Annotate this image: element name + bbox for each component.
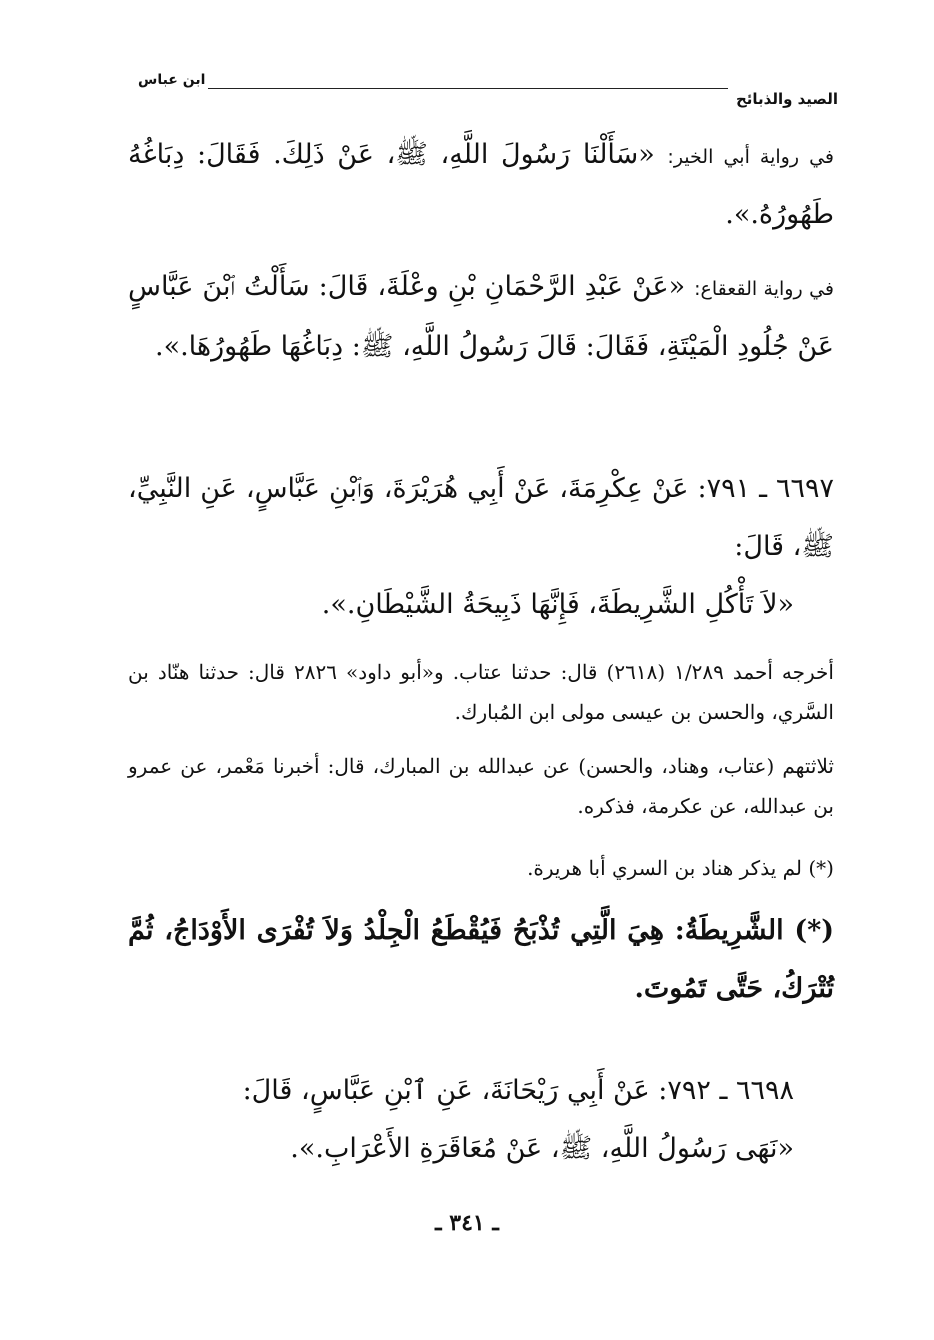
hadith-isnad: ٦٦٩٨ ـ ٧٩٢: عَنْ أَبِي رَيْحَانَةَ، عَنِ ٱبْنِ عَبَّاسٍ، قَالَ: bbox=[242, 1075, 794, 1106]
running-header bbox=[128, 72, 838, 112]
hadith-isnad: ٦٦٩٧ ـ ٧٩١: عَنْ عِكْرِمَةَ، عَنْ أَبِي هُرَيْرَةَ، وَٱبْنِ عَبَّاسٍ، عَنِ النَّبِيِّ، ﷺ، قَالَ: bbox=[128, 473, 834, 562]
riwaya-label: في رواية أبي الخير: bbox=[667, 146, 835, 168]
note-text: (*) الشَّرِيطَةُ: هِيَ الَّتِي تُذْبَحُ فَيُقْطَعُ الْجِلْدُ وَلاَ تُفْرَى الأَوْدَاجُ، ثُمَّ تُتْرَكُ، حَتَّى تَمُوتَ. bbox=[128, 915, 834, 1004]
riwaya-abi-al-khayr bbox=[128, 126, 834, 244]
hadith-6698 bbox=[128, 1062, 834, 1178]
hadith-matn: «لاَ تَأْكُلِ الشَّرِيطَةَ، فَإِنَّهَا ذَبِيحَةُ الشَّيْطَانِ.». bbox=[321, 589, 794, 620]
note-2 bbox=[128, 902, 834, 1018]
riwaya-text: «سَأَلْنَا رَسُولَ اللَّهِ، ﷺ، عَنْ ذَلِكَ. فَقَالَ: دِبَاغُهُ طَهُورُهُ.». bbox=[128, 139, 834, 230]
takhrij-1 bbox=[128, 652, 834, 732]
hadith-matn: «نَهَى رَسُولُ اللَّهِ، ﷺ، عَنْ مُعَاقَرَةِ الأَعْرَابِ.». bbox=[290, 1133, 794, 1164]
riwaya-text: «عَنْ عَبْدِ الرَّحْمَانِ بْنِ وعْلَةَ، قَالَ: سَأَلْتُ ٱبْنَ عَبَّاسٍ عَنْ جُلُودِ الْمَيْتَةِ، فَقَالَ: قَالَ رَسُولُ اللَّهِ، ﷺ: دِبَاغُهَا طَهُورُهَا.». bbox=[128, 271, 834, 362]
header-rule bbox=[208, 88, 728, 89]
riwaya-al-qaqa bbox=[128, 258, 834, 376]
note-text: (*) لم يذكر هناد بن السري أبا هريرة. bbox=[527, 856, 834, 880]
narrator-title: ابن عباس bbox=[138, 72, 206, 88]
page-number: ـ ٣٤١ ـ bbox=[435, 1210, 499, 1236]
riwaya-label: في رواية القعقاع: bbox=[694, 278, 834, 300]
hadith-6697 bbox=[128, 460, 834, 634]
note-1 bbox=[128, 848, 834, 888]
takhrij-text: أخرجه أحمد ١/٢٨٩ (٢٦١٨) قال: حدثنا عتاب. و«أبو داود» ٢٨٢٦ قال: حدثنا هنّاد بن السَّري، والحسن بن عيسى مولى ابن المُبارك. bbox=[128, 660, 834, 724]
takhrij-2 bbox=[128, 746, 834, 826]
chapter-title: الصيد والذبائح bbox=[735, 90, 838, 108]
takhrij-text: ثلاثتهم (عتاب، وهناد، والحسن) عن عبدالله بن المبارك، قال: أخبرنا مَعْمر، عن عمرو بن عبدالله، عن عكرمة، فذكره. bbox=[128, 754, 834, 818]
